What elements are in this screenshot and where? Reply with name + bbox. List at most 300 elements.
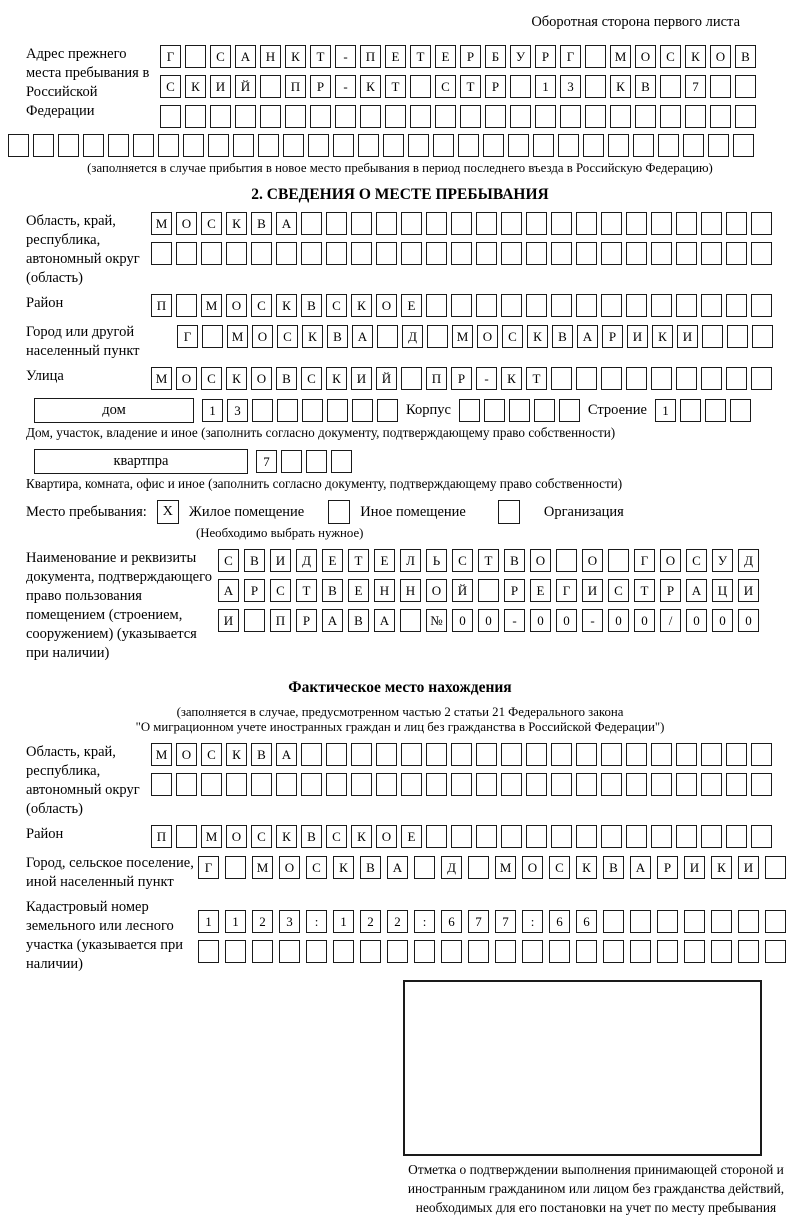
char-box[interactable] [251, 773, 272, 796]
char-box[interactable]: Р [460, 45, 481, 68]
char-box[interactable] [576, 773, 597, 796]
char-box[interactable] [451, 773, 472, 796]
char-box[interactable] [701, 825, 722, 848]
char-box[interactable] [306, 450, 327, 473]
char-box[interactable]: А [276, 212, 297, 235]
char-box[interactable] [683, 134, 704, 157]
char-box[interactable] [360, 940, 381, 963]
char-box[interactable] [726, 743, 747, 766]
prev-address-row-4[interactable] [8, 134, 792, 157]
char-box[interactable] [210, 105, 231, 128]
char-box[interactable]: П [285, 75, 306, 98]
char-box[interactable]: 0 [452, 609, 473, 632]
char-box[interactable]: Р [535, 45, 556, 68]
char-box[interactable]: И [582, 579, 603, 602]
char-box[interactable] [685, 105, 706, 128]
char-box[interactable] [401, 242, 422, 265]
char-box[interactable] [176, 242, 197, 265]
char-box[interactable]: 0 [738, 609, 759, 632]
char-box[interactable] [360, 105, 381, 128]
char-box[interactable]: С [277, 325, 298, 348]
char-box[interactable] [526, 294, 547, 317]
cadastral-row-1[interactable] [198, 910, 786, 933]
char-box[interactable] [510, 75, 531, 98]
char-box[interactable]: 3 [560, 75, 581, 98]
char-box[interactable]: А [235, 45, 256, 68]
char-box[interactable] [534, 399, 555, 422]
char-box[interactable] [260, 75, 281, 98]
char-box[interactable] [433, 134, 454, 157]
char-box[interactable]: О [226, 294, 247, 317]
char-box[interactable]: 7 [685, 75, 706, 98]
char-box[interactable]: К [501, 367, 522, 390]
region-row-1[interactable] [151, 212, 772, 235]
char-box[interactable] [276, 242, 297, 265]
char-box[interactable]: И [270, 549, 291, 572]
char-box[interactable] [176, 294, 197, 317]
char-box[interactable] [476, 825, 497, 848]
char-box[interactable] [651, 212, 672, 235]
char-box[interactable] [201, 773, 222, 796]
char-box[interactable] [676, 825, 697, 848]
char-box[interactable]: О [477, 325, 498, 348]
char-box[interactable] [306, 940, 327, 963]
char-box[interactable]: К [360, 75, 381, 98]
char-box[interactable] [676, 212, 697, 235]
char-box[interactable] [427, 325, 448, 348]
char-box[interactable]: М [495, 856, 516, 879]
char-box[interactable]: 0 [556, 609, 577, 632]
char-box[interactable] [468, 940, 489, 963]
char-box[interactable] [551, 825, 572, 848]
char-box[interactable]: А [218, 579, 239, 602]
char-box[interactable] [526, 212, 547, 235]
char-box[interactable]: А [577, 325, 598, 348]
char-box[interactable] [484, 399, 505, 422]
char-box[interactable]: 0 [686, 609, 707, 632]
char-box[interactable] [310, 105, 331, 128]
char-box[interactable] [730, 399, 751, 422]
char-box[interactable]: Г [177, 325, 198, 348]
char-box[interactable] [276, 773, 297, 796]
char-box[interactable]: Г [560, 45, 581, 68]
char-box[interactable]: К [351, 825, 372, 848]
char-box[interactable]: 1 [225, 910, 246, 933]
char-box[interactable] [476, 773, 497, 796]
char-box[interactable] [751, 773, 772, 796]
char-box[interactable] [335, 105, 356, 128]
char-box[interactable]: 0 [530, 609, 551, 632]
char-box[interactable]: С [270, 579, 291, 602]
char-box[interactable]: Т [478, 549, 499, 572]
char-box[interactable] [252, 940, 273, 963]
char-box[interactable]: А [276, 743, 297, 766]
char-box[interactable]: К [527, 325, 548, 348]
char-box[interactable] [576, 825, 597, 848]
char-box[interactable] [765, 910, 786, 933]
char-box[interactable] [301, 773, 322, 796]
char-box[interactable] [260, 105, 281, 128]
char-box[interactable] [108, 134, 129, 157]
char-box[interactable]: А [374, 609, 395, 632]
char-box[interactable]: У [510, 45, 531, 68]
char-box[interactable]: 1 [655, 399, 676, 422]
char-box[interactable]: Р [310, 75, 331, 98]
char-box[interactable] [630, 940, 651, 963]
char-box[interactable] [684, 940, 705, 963]
char-box[interactable]: 3 [227, 399, 248, 422]
char-box[interactable]: 1 [202, 399, 223, 422]
char-box[interactable]: Р [485, 75, 506, 98]
char-box[interactable] [410, 75, 431, 98]
char-box[interactable] [510, 105, 531, 128]
prev-address-row-3[interactable] [160, 105, 756, 128]
char-box[interactable] [751, 212, 772, 235]
char-box[interactable]: 6 [549, 910, 570, 933]
char-box[interactable] [258, 134, 279, 157]
char-box[interactable] [710, 105, 731, 128]
char-box[interactable] [468, 856, 489, 879]
char-box[interactable] [202, 325, 223, 348]
char-box[interactable]: 0 [608, 609, 629, 632]
char-box[interactable]: 2 [387, 910, 408, 933]
char-box[interactable]: В [251, 212, 272, 235]
stroenie-row[interactable] [655, 399, 751, 422]
char-box[interactable] [198, 940, 219, 963]
char-box[interactable] [301, 242, 322, 265]
char-box[interactable] [501, 773, 522, 796]
char-box[interactable]: О [226, 825, 247, 848]
char-box[interactable]: О [660, 549, 681, 572]
char-box[interactable]: Р [504, 579, 525, 602]
char-box[interactable] [377, 399, 398, 422]
char-box[interactable] [526, 743, 547, 766]
checkbox-other-premises[interactable] [328, 500, 350, 524]
char-box[interactable] [576, 294, 597, 317]
char-box[interactable] [225, 856, 246, 879]
char-box[interactable]: А [352, 325, 373, 348]
char-box[interactable]: 2 [252, 910, 273, 933]
char-box[interactable]: С [452, 549, 473, 572]
char-box[interactable] [151, 242, 172, 265]
char-box[interactable] [501, 294, 522, 317]
char-box[interactable] [410, 105, 431, 128]
city-row[interactable] [177, 325, 773, 348]
char-box[interactable]: В [635, 75, 656, 98]
char-box[interactable] [549, 940, 570, 963]
char-box[interactable] [459, 399, 480, 422]
char-box[interactable] [738, 910, 759, 933]
char-box[interactable] [705, 399, 726, 422]
char-box[interactable]: А [387, 856, 408, 879]
char-box[interactable] [626, 212, 647, 235]
char-box[interactable] [676, 242, 697, 265]
char-box[interactable]: О [530, 549, 551, 572]
char-box[interactable] [701, 294, 722, 317]
char-box[interactable]: 7 [468, 910, 489, 933]
char-box[interactable] [351, 212, 372, 235]
char-box[interactable] [333, 940, 354, 963]
char-box[interactable] [426, 825, 447, 848]
char-box[interactable] [476, 294, 497, 317]
char-box[interactable] [201, 242, 222, 265]
char-box[interactable] [185, 45, 206, 68]
char-box[interactable]: 2 [360, 910, 381, 933]
char-box[interactable]: Р [660, 579, 681, 602]
char-box[interactable]: С [160, 75, 181, 98]
char-box[interactable] [495, 940, 516, 963]
char-box[interactable]: 1 [535, 75, 556, 98]
char-box[interactable] [551, 294, 572, 317]
char-box[interactable] [426, 773, 447, 796]
char-box[interactable] [235, 105, 256, 128]
char-box[interactable] [626, 367, 647, 390]
char-box[interactable]: М [227, 325, 248, 348]
char-box[interactable] [426, 212, 447, 235]
char-box[interactable] [560, 105, 581, 128]
char-box[interactable] [726, 242, 747, 265]
char-box[interactable]: - [335, 45, 356, 68]
char-box[interactable] [8, 134, 29, 157]
char-box[interactable]: - [504, 609, 525, 632]
char-box[interactable] [726, 294, 747, 317]
char-box[interactable] [460, 105, 481, 128]
char-box[interactable] [451, 825, 472, 848]
char-box[interactable] [283, 134, 304, 157]
apartment-type-box[interactable]: квартпра [34, 449, 248, 474]
char-box[interactable] [676, 367, 697, 390]
char-box[interactable]: П [151, 825, 172, 848]
char-box[interactable] [676, 773, 697, 796]
char-box[interactable]: С [251, 825, 272, 848]
char-box[interactable] [244, 609, 265, 632]
char-box[interactable]: Д [402, 325, 423, 348]
char-box[interactable] [176, 773, 197, 796]
char-box[interactable] [526, 825, 547, 848]
char-box[interactable]: В [348, 609, 369, 632]
char-box[interactable]: И [351, 367, 372, 390]
checkbox-residential[interactable]: X [157, 500, 179, 524]
char-box[interactable]: М [252, 856, 273, 879]
char-box[interactable] [426, 294, 447, 317]
char-box[interactable]: И [684, 856, 705, 879]
actual-district-row[interactable] [151, 825, 772, 848]
char-box[interactable] [626, 825, 647, 848]
document-row-3[interactable] [218, 609, 759, 632]
char-box[interactable]: В [322, 579, 343, 602]
char-box[interactable] [435, 105, 456, 128]
char-box[interactable]: И [738, 856, 759, 879]
char-box[interactable]: Е [385, 45, 406, 68]
char-box[interactable] [601, 743, 622, 766]
char-box[interactable] [701, 242, 722, 265]
char-box[interactable] [551, 743, 572, 766]
char-box[interactable]: О [710, 45, 731, 68]
char-box[interactable] [83, 134, 104, 157]
char-box[interactable]: 7 [495, 910, 516, 933]
char-box[interactable]: М [201, 825, 222, 848]
char-box[interactable] [551, 367, 572, 390]
char-box[interactable] [651, 773, 672, 796]
char-box[interactable]: 6 [441, 910, 462, 933]
char-box[interactable]: Т [526, 367, 547, 390]
char-box[interactable]: А [686, 579, 707, 602]
char-box[interactable] [676, 294, 697, 317]
char-box[interactable]: 3 [279, 910, 300, 933]
char-box[interactable] [401, 367, 422, 390]
char-box[interactable] [601, 367, 622, 390]
char-box[interactable] [501, 743, 522, 766]
cadastral-row-2[interactable] [198, 940, 786, 963]
char-box[interactable]: О [376, 294, 397, 317]
char-box[interactable] [608, 549, 629, 572]
char-box[interactable] [556, 549, 577, 572]
char-box[interactable] [451, 743, 472, 766]
char-box[interactable] [626, 242, 647, 265]
char-box[interactable]: И [218, 609, 239, 632]
char-box[interactable] [701, 743, 722, 766]
char-box[interactable] [701, 367, 722, 390]
char-box[interactable] [533, 134, 554, 157]
char-box[interactable] [251, 242, 272, 265]
char-box[interactable] [751, 825, 772, 848]
char-box[interactable]: К [685, 45, 706, 68]
char-box[interactable]: О [176, 212, 197, 235]
char-box[interactable] [680, 399, 701, 422]
char-box[interactable]: 6 [576, 910, 597, 933]
char-box[interactable]: Е [435, 45, 456, 68]
char-box[interactable]: Р [602, 325, 623, 348]
char-box[interactable]: Г [556, 579, 577, 602]
char-box[interactable]: С [301, 367, 322, 390]
char-box[interactable] [601, 773, 622, 796]
char-box[interactable]: Т [296, 579, 317, 602]
char-box[interactable]: К [333, 856, 354, 879]
char-box[interactable] [738, 940, 759, 963]
char-box[interactable] [559, 399, 580, 422]
char-box[interactable]: - [335, 75, 356, 98]
char-box[interactable]: П [270, 609, 291, 632]
char-box[interactable] [376, 212, 397, 235]
char-box[interactable]: В [251, 743, 272, 766]
char-box[interactable]: : [306, 910, 327, 933]
char-box[interactable] [751, 242, 772, 265]
char-box[interactable]: О [635, 45, 656, 68]
char-box[interactable]: С [201, 367, 222, 390]
char-box[interactable]: Р [244, 579, 265, 602]
char-box[interactable] [501, 825, 522, 848]
char-box[interactable]: С [306, 856, 327, 879]
char-box[interactable]: К [610, 75, 631, 98]
char-box[interactable]: С [326, 825, 347, 848]
char-box[interactable] [651, 294, 672, 317]
char-box[interactable]: П [151, 294, 172, 317]
house-type-box[interactable]: дом [34, 398, 194, 423]
char-box[interactable]: И [210, 75, 231, 98]
char-box[interactable] [326, 212, 347, 235]
char-box[interactable] [726, 367, 747, 390]
char-box[interactable] [401, 743, 422, 766]
char-box[interactable] [526, 242, 547, 265]
char-box[interactable]: К [276, 825, 297, 848]
actual-region-row-1[interactable] [151, 743, 772, 766]
char-box[interactable] [414, 856, 435, 879]
char-box[interactable]: В [301, 294, 322, 317]
char-box[interactable] [660, 105, 681, 128]
char-box[interactable]: М [452, 325, 473, 348]
char-box[interactable] [651, 367, 672, 390]
char-box[interactable]: М [151, 367, 172, 390]
char-box[interactable]: Т [310, 45, 331, 68]
char-box[interactable]: М [610, 45, 631, 68]
char-box[interactable] [281, 450, 302, 473]
char-box[interactable] [551, 242, 572, 265]
char-box[interactable] [657, 910, 678, 933]
char-box[interactable] [277, 399, 298, 422]
char-box[interactable] [478, 579, 499, 602]
char-box[interactable]: К [326, 367, 347, 390]
char-box[interactable] [676, 743, 697, 766]
char-box[interactable]: Й [376, 367, 397, 390]
char-box[interactable] [301, 743, 322, 766]
char-box[interactable] [279, 940, 300, 963]
char-box[interactable]: П [360, 45, 381, 68]
char-box[interactable] [626, 743, 647, 766]
char-box[interactable] [660, 75, 681, 98]
house-number-row[interactable] [202, 399, 398, 422]
char-box[interactable]: А [322, 609, 343, 632]
char-box[interactable] [765, 940, 786, 963]
char-box[interactable] [451, 212, 472, 235]
char-box[interactable] [377, 325, 398, 348]
char-box[interactable] [701, 212, 722, 235]
char-box[interactable]: Ь [426, 549, 447, 572]
char-box[interactable]: С [435, 75, 456, 98]
char-box[interactable] [601, 242, 622, 265]
char-box[interactable] [526, 773, 547, 796]
char-box[interactable] [485, 105, 506, 128]
char-box[interactable] [33, 134, 54, 157]
char-box[interactable] [509, 399, 530, 422]
char-box[interactable]: : [414, 910, 435, 933]
char-box[interactable]: С [549, 856, 570, 879]
char-box[interactable]: О [522, 856, 543, 879]
document-row-1[interactable] [218, 549, 759, 572]
char-box[interactable]: В [244, 549, 265, 572]
char-box[interactable] [501, 212, 522, 235]
char-box[interactable] [535, 105, 556, 128]
char-box[interactable]: 1 [333, 910, 354, 933]
char-box[interactable] [603, 910, 624, 933]
char-box[interactable]: Е [401, 294, 422, 317]
char-box[interactable] [726, 825, 747, 848]
char-box[interactable] [751, 294, 772, 317]
char-box[interactable] [376, 743, 397, 766]
char-box[interactable] [301, 212, 322, 235]
char-box[interactable]: В [360, 856, 381, 879]
char-box[interactable]: Г [634, 549, 655, 572]
char-box[interactable]: О [426, 579, 447, 602]
char-box[interactable]: В [504, 549, 525, 572]
char-box[interactable]: С [218, 549, 239, 572]
street-row[interactable] [151, 367, 772, 390]
char-box[interactable]: В [301, 825, 322, 848]
char-box[interactable] [160, 105, 181, 128]
char-box[interactable] [601, 825, 622, 848]
char-box[interactable] [522, 940, 543, 963]
char-box[interactable] [400, 609, 421, 632]
char-box[interactable] [58, 134, 79, 157]
